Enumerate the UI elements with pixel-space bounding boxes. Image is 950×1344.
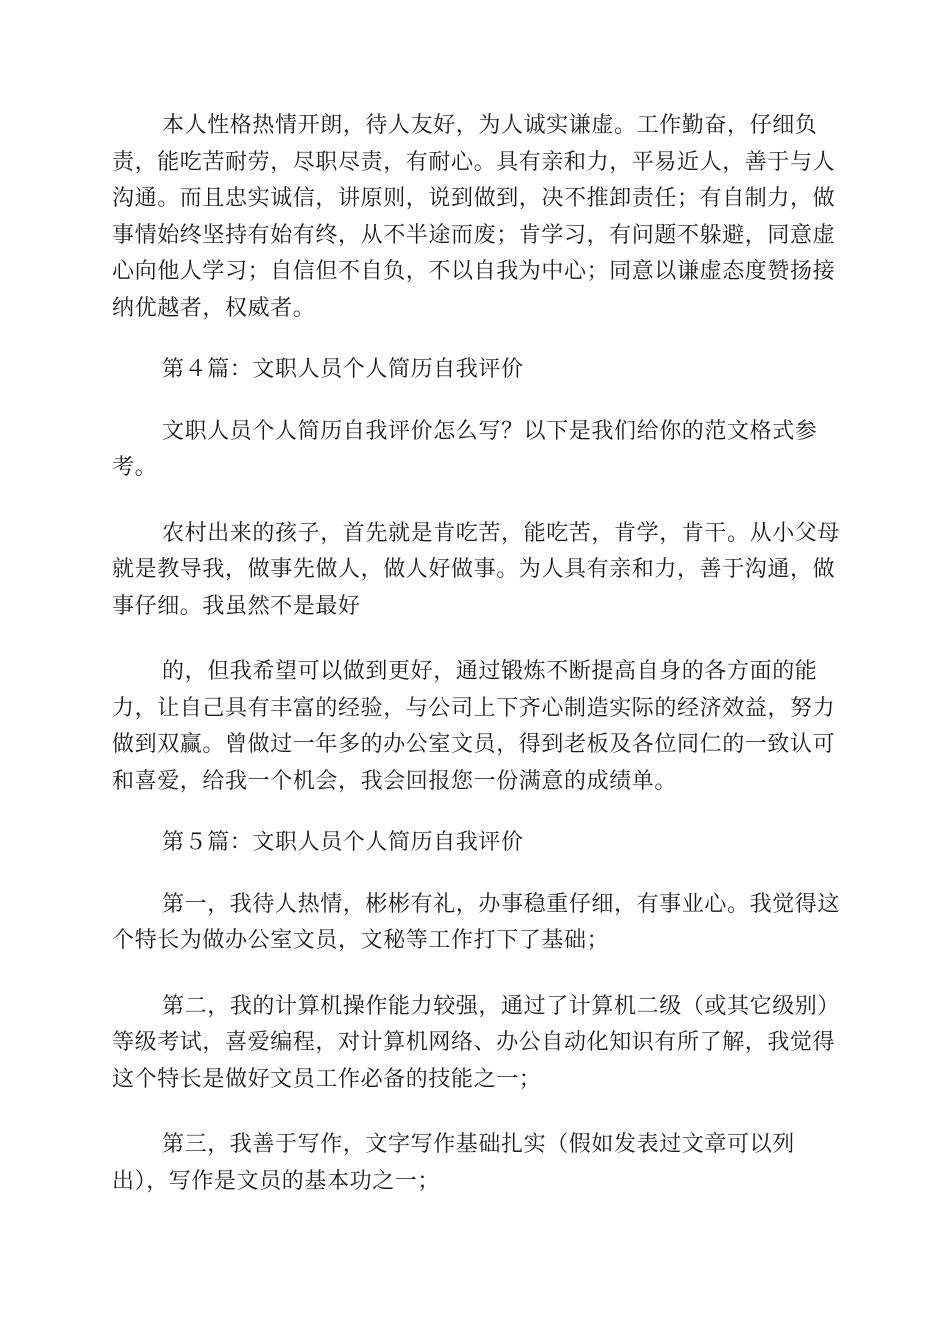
- paragraph-aspiration: [112, 654, 842, 800]
- paragraph-personality: [112, 108, 842, 327]
- text-line: 就是教导我，做事先做人，做人好做事。为人具有亲和力，善于沟通，做: [112, 557, 836, 582]
- text-line: 的，但我希望可以做到更好，通过锻炼不断提高自身的各方面的能: [162, 659, 818, 684]
- text-line: 事情始终坚持有始有终，从不半途而废；肯学习，有问题不躲避，同意虚: [112, 222, 836, 248]
- paragraph-point-2: [112, 989, 842, 1099]
- section-heading-4: 第４篇：文职人员个人简历自我评价: [162, 357, 524, 382]
- text-line: 农村出来的孩子，首先就是肯吃苦，能吃苦，肯学，肯干。从小父母: [162, 520, 841, 546]
- text-line: 责，能吃苦耐劳，尽职尽责，有耐心。具有亲和力，平易近人，善于与人: [112, 149, 836, 175]
- paragraph-intro: [112, 414, 842, 487]
- text-line: 做到双赢。曾做过一年多的办公室文员，得到老板及各位同仁的一致认可: [112, 732, 836, 757]
- text-line: 第二，我的计算机操作能力较强，通过了计算机二级（或其它级别）: [162, 993, 841, 1019]
- paragraph-point-1: [112, 887, 842, 960]
- paragraph-point-3: [112, 1127, 842, 1200]
- text-line: 纳优越者，权威者。: [112, 295, 316, 321]
- text-line: 本人性格热情开朗，待人友好，为人诚实谦虚。工作勤奋，仔细负: [162, 113, 818, 138]
- text-line: 文职人员个人简历自我评价怎么写？以下是我们给你的范文格式参: [162, 418, 818, 444]
- text-line: 第一，我待人热情，彬彬有礼，办事稳重仔细，有事业心。我觉得这: [162, 891, 841, 917]
- section-heading-5: 第５篇：文职人员个人简历自我评价: [162, 830, 524, 855]
- document-body: [112, 108, 842, 1200]
- text-line: 这个特长是做好文员工作必备的技能之一；: [112, 1066, 542, 1092]
- text-line: 沟通。而且忠实诚信，讲原则，说到做到，决不推卸责任；有自制力，做: [112, 186, 836, 211]
- text-line: 力，让自己具有丰富的经验，与公司上下齐心制造实际的经济效益，努力: [112, 695, 836, 721]
- paragraph-rural-background: [112, 516, 842, 626]
- text-line: 个特长为做办公室文员，文秘等工作打下了基础；: [112, 928, 610, 953]
- text-line: 事仔细。我虽然不是最好: [112, 593, 361, 619]
- text-line: 心向他人学习；自信但不自负，不以自我为中心；同意以谦虚态度赞扬接: [112, 259, 836, 284]
- text-line: 第三，我善于写作，文字写作基础扎实（假如发表过文章可以列: [162, 1132, 795, 1157]
- text-line: 出），写作是文员的基本功之一；: [112, 1168, 441, 1194]
- text-line: 考。: [112, 455, 158, 480]
- text-line: 等级考试，喜爱编程，对计算机网络、办公自动化知识有所了解，我觉得: [112, 1030, 836, 1055]
- text-line: 和喜爱，给我一个机会，我会回报您一份满意的成绩单。: [112, 768, 678, 794]
